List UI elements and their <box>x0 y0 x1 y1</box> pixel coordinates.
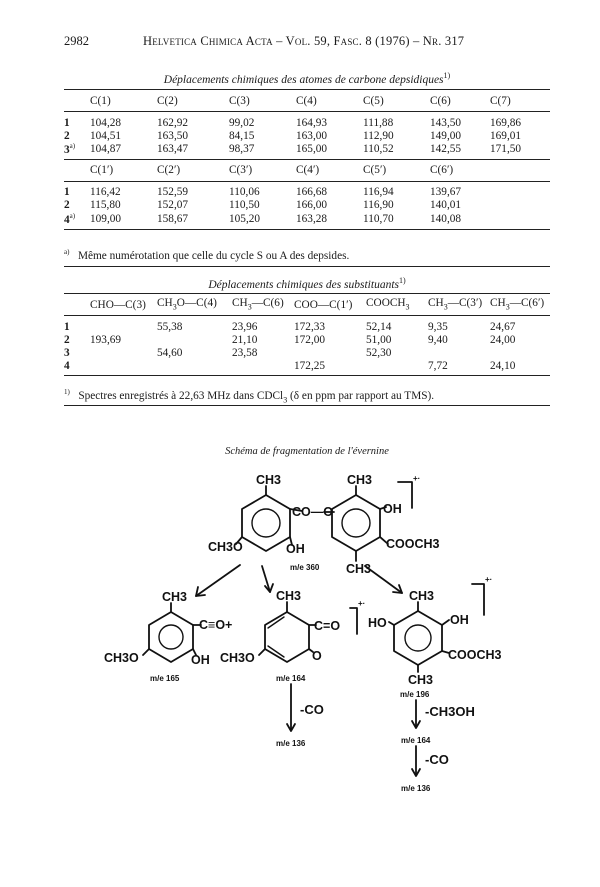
loss-co-2: -CO <box>425 752 449 767</box>
table-cell: 110,52 <box>363 142 430 159</box>
row-label: 4 <box>64 359 90 376</box>
frag196-aromatic-circle <box>405 625 431 651</box>
row-label: 1 <box>64 316 90 334</box>
table-cell: C(3) <box>229 90 296 112</box>
table-cell: 99,02 <box>229 112 296 130</box>
table-cell: 54,60 <box>157 346 183 359</box>
loss-co-1: -CO <box>300 702 324 717</box>
frag164-keto: O <box>312 649 322 663</box>
table-cell: 104,87 <box>90 142 157 159</box>
table-cell: C(3′) <box>229 164 253 177</box>
table-cell: C(2′) <box>157 164 181 177</box>
row-label: 2 <box>64 333 70 346</box>
table-cell: 142,55 <box>430 142 490 159</box>
parent-methyl-top-left: CH3 <box>256 473 282 487</box>
table-cell: C(7) <box>490 90 550 112</box>
mass-136-a: m/e 136 <box>276 739 306 748</box>
table-cell: 116,90 <box>363 199 394 212</box>
parent-ester: COOCH3 <box>386 537 440 551</box>
table-cell: C(4′) <box>296 164 320 177</box>
table-cell: 172,25 <box>294 359 366 376</box>
table2-footnote-mark: 1) <box>64 388 70 396</box>
row-footnote-mark: a) <box>69 211 76 220</box>
row-label: 4$^{a)}$ <box>64 212 90 229</box>
mass-164-a: m/e 164 <box>276 674 306 683</box>
table-cell: 169,01 <box>490 129 522 142</box>
frag196-ester: COOCH3 <box>448 648 502 662</box>
radical-bracket <box>472 584 484 615</box>
table-cell: 112,90 <box>363 129 394 142</box>
table-cell: 9,35 <box>428 316 490 334</box>
frag165-methoxy: CH3O <box>104 651 139 665</box>
frag165-aromatic-circle <box>159 625 183 649</box>
table-cell: CHO—C(3) <box>90 294 157 316</box>
table1-caption-text: Déplacements chimiques des atomes de carbone depsidiques <box>163 73 444 86</box>
table-cell: 163,00 <box>296 129 328 142</box>
table2-caption-text: Déplacements chimiques des substituants <box>208 278 399 291</box>
table-cell: $CH_3—C(6)$ <box>232 294 294 316</box>
table-cell: C(2) <box>157 90 229 112</box>
table-cell: 164,93 <box>296 112 363 130</box>
table-cell: C(5) <box>363 90 430 112</box>
table-cell: 116,42 <box>90 181 157 199</box>
table-cell: 149,00 <box>430 129 462 142</box>
table-cell: 111,88 <box>363 112 430 130</box>
frag165-methyl: CH3 <box>162 590 188 604</box>
table-cell: 9,40 <box>428 333 448 346</box>
arrow-to-165 <box>196 565 240 596</box>
frag164-methyl: CH3 <box>276 589 302 603</box>
table-cell: 84,15 <box>229 129 255 142</box>
table-cell: 143,50 <box>430 112 490 130</box>
mass-165: m/e 165 <box>150 674 180 683</box>
table-cell: 165,00 <box>296 142 363 159</box>
table-cell: 55,38 <box>157 316 232 334</box>
table-cell: 163,50 <box>157 129 189 142</box>
frag196-ho: HO <box>368 616 387 630</box>
table-cell: 172,33 <box>294 316 366 334</box>
table-cell: 24,67 <box>490 316 550 334</box>
table1-footnote-text: Même numérotation que celle du cycle S ou A des depsides. <box>77 249 350 262</box>
frag165-oh: OH <box>191 653 210 667</box>
table-cell: 23,58 <box>232 346 258 359</box>
mass-136-b: m/e 136 <box>401 784 431 793</box>
mass-parent: m/e 360 <box>290 563 320 572</box>
table-cell: 24,00 <box>490 333 516 346</box>
row-label: 3$^{a)}$ <box>64 142 90 159</box>
table-cell: 152,07 <box>157 199 189 212</box>
frag164-ketene: C=O <box>314 619 341 633</box>
loss-ch3oh: -CH3OH <box>425 704 475 719</box>
table-cell: 193,69 <box>90 333 122 346</box>
row-label: 2 <box>64 129 70 142</box>
mass-196: m/e 196 <box>400 690 430 699</box>
table-cell: 172,00 <box>294 333 326 346</box>
parent-oh-right: OH <box>383 502 402 516</box>
page-number: 2982 <box>64 34 89 48</box>
table-cell: 140,08 <box>430 212 490 229</box>
radical-cation-mark: +· <box>485 575 493 584</box>
table-cell: 115,80 <box>90 199 121 212</box>
frag196-ring <box>394 611 442 665</box>
frag165-acylium: C≡O+ <box>199 618 233 632</box>
table-cell: C(6′) <box>430 164 454 177</box>
parent-methyl-bottom-right: CH3 <box>346 562 372 576</box>
table-cell: 139,67 <box>430 181 490 199</box>
table1-caption-note: 1) <box>443 71 451 80</box>
mass-164-b: m/e 164 <box>401 736 431 745</box>
table1-footnote-mark: a) <box>64 248 70 256</box>
table-cell: 110,70 <box>363 212 430 229</box>
parent-methoxy: CH3O <box>208 540 243 554</box>
table-cell: 162,92 <box>157 112 229 130</box>
parent-ring-a <box>242 495 290 551</box>
frag196-methyl-bottom: CH3 <box>408 673 434 687</box>
table-cell: 110,50 <box>229 199 260 212</box>
parent-oh-left: OH <box>286 542 305 556</box>
table-cell: C(5′) <box>363 164 387 177</box>
table-cell: 152,59 <box>157 181 229 199</box>
row-label: 1 <box>64 112 90 130</box>
parent-ester-link: CO—O <box>292 505 333 519</box>
table-cell: $CH_3—C(3')$ <box>428 294 490 316</box>
table-cell: 171,50 <box>490 142 550 159</box>
table-cell: 98,37 <box>229 142 296 159</box>
table-cell: C(6) <box>430 90 490 112</box>
journal-running-title: Helvetica Chimica Acta – Vol. 59, Fasc. 8 (1976) – Nr. 317 <box>143 34 465 48</box>
frag164-methoxy: CH3O <box>220 651 255 665</box>
table-cell: $COOCH_3$ <box>366 294 428 316</box>
table-cell: 24,10 <box>490 359 550 376</box>
table-cell: 163,28 <box>296 212 363 229</box>
radical-cation-mark: +· <box>413 474 421 483</box>
table-cell: 52,30 <box>366 346 392 359</box>
table-cell: COO—C(1′) <box>294 294 366 316</box>
radical-bracket <box>350 608 357 634</box>
parent-ring-b-aromatic-circle <box>342 509 370 537</box>
table-cell: 116,94 <box>363 181 430 199</box>
bond <box>442 620 449 625</box>
table-cell: 21,10 <box>232 333 258 346</box>
table-cell: 163,47 <box>157 142 229 159</box>
table-cell: 105,20 <box>229 212 296 229</box>
row-label: 3 <box>64 346 70 359</box>
row-label: 1 <box>64 181 90 199</box>
bond <box>259 649 265 655</box>
table-cell: 169,86 <box>490 112 550 130</box>
table-cell: 51,00 <box>366 333 392 346</box>
table-cell: C(4) <box>296 90 363 112</box>
table-cell: 166,00 <box>296 199 328 212</box>
table-cell: C(1) <box>90 90 157 112</box>
table-cell: C(1′) <box>90 164 114 177</box>
bond <box>389 622 394 625</box>
bond <box>143 649 149 655</box>
table-cell: 104,51 <box>90 129 122 142</box>
parent-ring-b <box>332 495 380 551</box>
table-cell: 110,06 <box>229 181 296 199</box>
parent-ring-a-aromatic-circle <box>252 509 280 537</box>
table-cell: 158,67 <box>157 212 229 229</box>
table2-caption-note: 1) <box>399 276 406 285</box>
parent-methyl-top-right: CH3 <box>347 473 373 487</box>
table-cell: 140,01 <box>430 199 462 212</box>
table-cell: 23,96 <box>232 316 294 334</box>
table-cell: 52,14 <box>366 316 428 334</box>
frag196-methyl-top: CH3 <box>409 589 435 603</box>
table-cell: 109,00 <box>90 212 157 229</box>
frag165-ring <box>149 612 193 662</box>
frag196-oh: OH <box>450 613 469 627</box>
radical-cation-mark: +· <box>358 599 366 608</box>
table-cell: 166,68 <box>296 181 363 199</box>
table-cell: 7,72 <box>428 359 490 376</box>
table-cell: $CH_3O—C(4)$ <box>157 294 232 316</box>
scheme-title: Schéma de fragmentation de l'évernine <box>225 446 389 457</box>
row-label: 2 <box>64 199 70 212</box>
table2-footnote-text: Spectres enregistrés à 22,63 MHz dans CDCl$_3$ (δ en ppm par rapport au TMS). <box>78 389 435 405</box>
frag164-ring <box>265 612 309 662</box>
table-cell: $CH_3—C(6')$ <box>490 294 550 316</box>
row-footnote-mark: a) <box>69 142 76 150</box>
table-cell: 104,28 <box>90 112 157 130</box>
